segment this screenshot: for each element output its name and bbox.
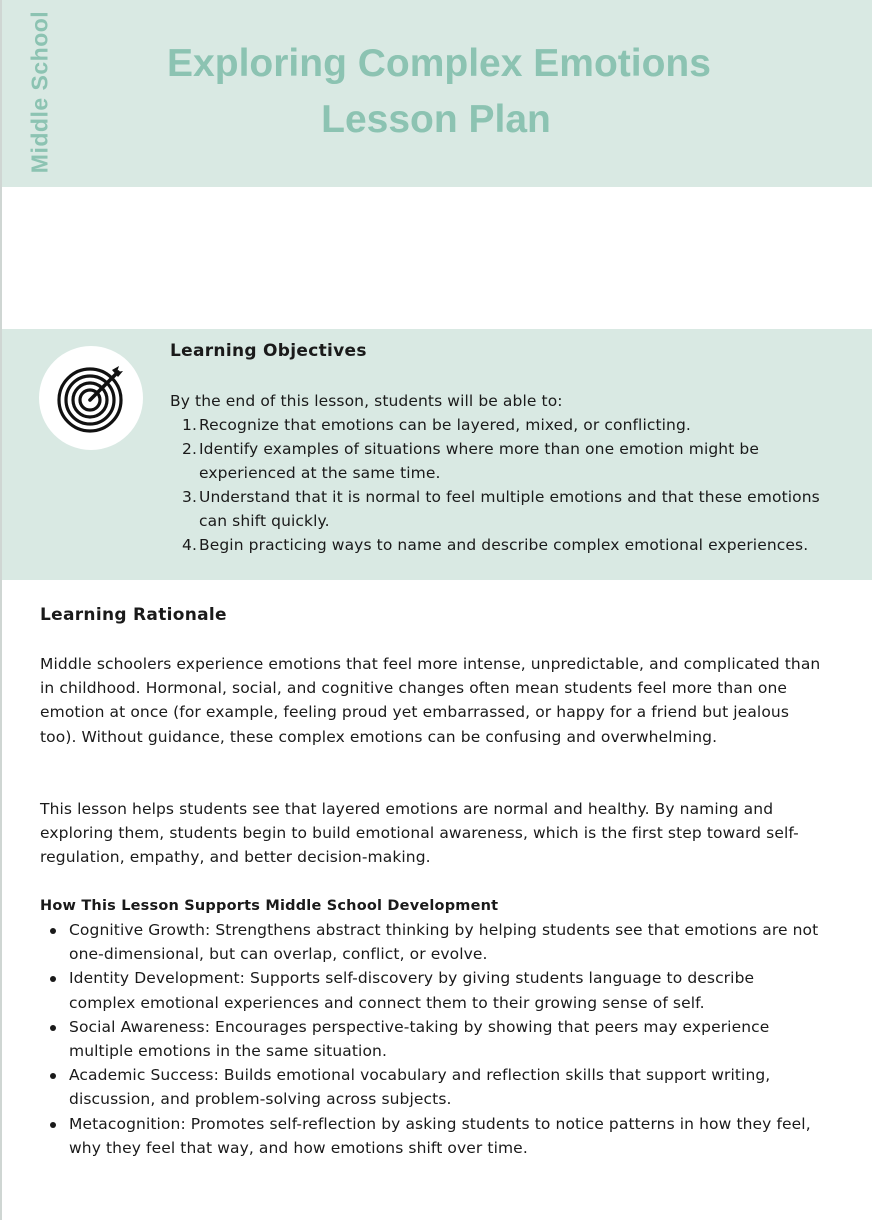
- list-item: [40, 1063, 820, 1111]
- list-number: 2.: [182, 440, 197, 458]
- bullet-icon: [50, 976, 56, 982]
- bullet-icon: [50, 1122, 56, 1128]
- objectives-heading: Learning Objectives: [170, 341, 367, 361]
- objective-text: Identify examples of situations where more than one emotion might be experienced at the same time.: [199, 440, 760, 482]
- page-title-line-2: Lesson Plan: [321, 98, 551, 141]
- target-icon: [56, 364, 128, 434]
- list-item: [40, 1015, 820, 1063]
- list-item: [40, 966, 820, 1014]
- development-bullet-list: [40, 918, 820, 1160]
- objectives-list: [170, 413, 850, 557]
- objective-text: Understand that it is normal to feel multiple emotions and that these emotions can shift quickly.: [199, 488, 820, 530]
- bullet-icon: [50, 1073, 56, 1079]
- rationale-paragraph-1: Middle schoolers experience emotions that feel more intense, unpredictable, and complicated than in childhood. Hormonal, social, and cognitive changes often mean students feel more than one emotion at once (for example, feeling proud yet embarrassed, or happy for a friend but jealous too). Without guidance, these complex emotions can be confusing and overwhelming.: [40, 655, 821, 746]
- bullet-text: Cognitive Growth: Strengthens abstract thinking by helping students see that emotions are not one-dimensional, but can overlap, conflict, or evolve.: [69, 921, 819, 964]
- list-number: 4.: [182, 536, 197, 554]
- page-title-line-1: Exploring Complex Emotions: [167, 42, 711, 85]
- objective-text: Recognize that emotions can be layered, mixed, or conflicting.: [199, 416, 691, 434]
- list-item: [170, 533, 850, 557]
- bullet-text: Social Awareness: Encourages perspective-taking by showing that peers may experience multiple emotions in the same situation.: [69, 1017, 770, 1061]
- bullet-text: Identity Development: Supports self-discovery by giving students language to describe complex emotional experiences and connect them to their growing sense of self.: [69, 969, 755, 1012]
- list-item: [170, 437, 850, 485]
- grade-level-tag: Middle School: [26, 10, 53, 174]
- bullet-icon: [50, 928, 56, 934]
- rationale-paragraph-2: This lesson helps students see that layered emotions are normal and healthy. By naming and exploring them, students begin to build emotional awareness, which is the first step toward self-regulation, empathy, and better decision-making.: [40, 800, 799, 867]
- development-subheading: How This Lesson Supports Middle School Development: [40, 898, 499, 914]
- bullet-icon: [50, 1025, 56, 1031]
- objectives-intro: By the end of this lesson, students will be able to:: [170, 392, 563, 410]
- list-item: [170, 485, 850, 533]
- list-item: [40, 918, 820, 966]
- rationale-heading: Learning Rationale: [40, 605, 227, 625]
- objective-text: Begin practicing ways to name and describe complex emotional experiences.: [199, 536, 809, 554]
- target-icon-badge: [39, 346, 143, 450]
- bullet-text: Academic Success: Builds emotional vocabulary and reflection skills that support writing, discussion, and problem-solving across subjects.: [69, 1066, 771, 1109]
- list-item: [170, 413, 850, 437]
- list-number: 1.: [182, 416, 197, 434]
- list-number: 3.: [182, 488, 197, 506]
- bullet-text: Metacognition: Promotes self-reflection by asking students to notice patterns in how they feel, why they feel that way, and how emotions shift over time.: [69, 1114, 811, 1157]
- list-item: [40, 1112, 820, 1160]
